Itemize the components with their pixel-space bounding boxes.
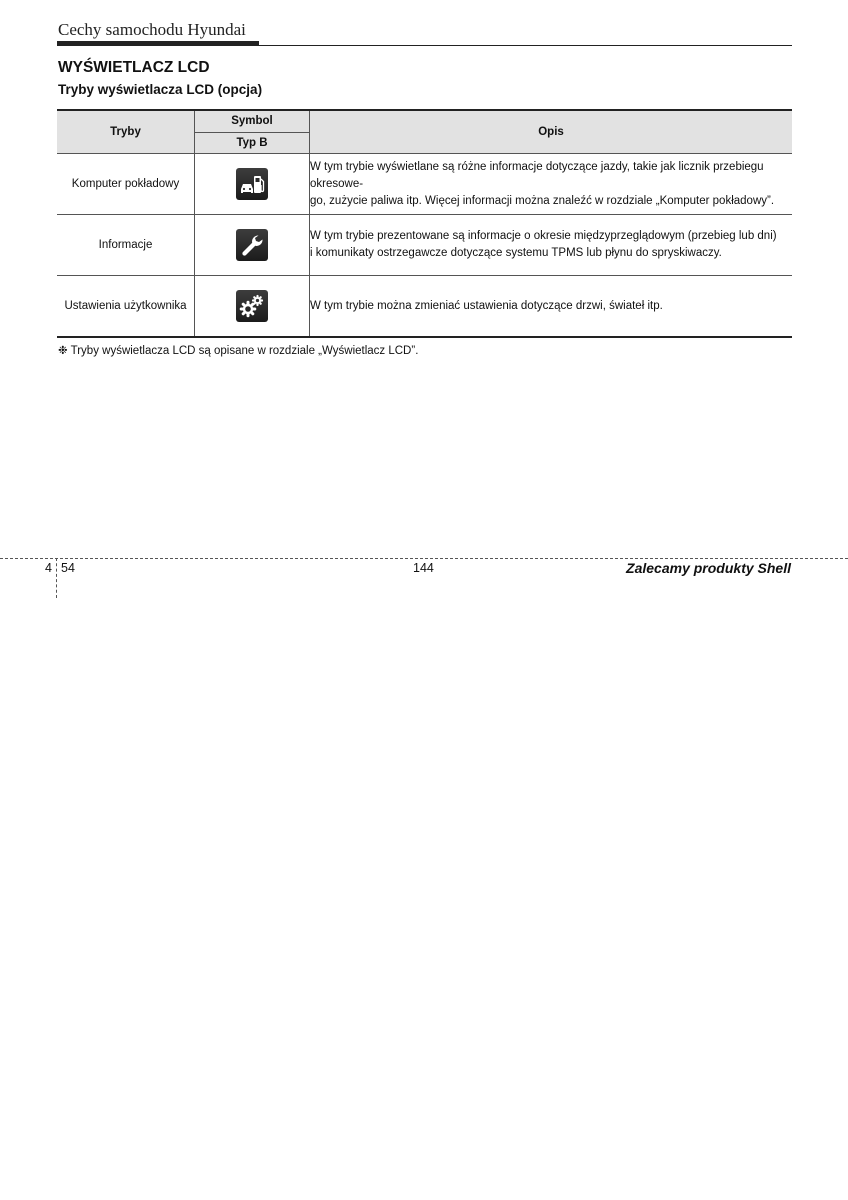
section-title: WYŚWIETLACZ LCD — [58, 59, 210, 76]
table-header-row — [57, 110, 792, 132]
symbol-cell — [195, 276, 310, 338]
pdf-page-number: 144 — [413, 561, 434, 575]
footer-vertical-divider — [56, 558, 57, 598]
mode-name: Ustawienia użytkownika — [57, 276, 195, 338]
gears-icon — [236, 290, 268, 322]
description-line: W tym trybie prezentowane są informacje o okresie międzyprzeglądowym (przebieg lub dni) — [310, 230, 777, 242]
lcd-modes-table — [57, 109, 792, 338]
table-row — [57, 215, 792, 276]
description-line: W tym trybie wyświetlane są różne informacje dotyczące jazdy, takie jak licznik przebiegu okresowe- — [310, 160, 764, 190]
description-line: W tym trybie można zmieniać ustawienia dotyczące drzwi, świateł itp. — [310, 299, 663, 312]
header-rule — [57, 45, 792, 46]
header-symbol: Symbol — [195, 110, 310, 132]
symbol-cell — [195, 154, 310, 215]
footer-brand-text: Zalecamy produkty Shell — [626, 560, 791, 576]
subsection-title: Tryby wyświetlacza LCD (opcja) — [58, 82, 263, 97]
mode-description — [310, 215, 793, 276]
mode-description — [310, 154, 793, 215]
chapter-number: 4 — [45, 561, 52, 575]
description-line: i komunikaty ostrzegawcze dotyczące systemu TPMS lub płynu do spryskiwaczy. — [310, 247, 722, 259]
mode-description — [310, 276, 793, 338]
mode-name: Informacje — [57, 215, 195, 276]
header-description: Opis — [310, 110, 793, 154]
description-line: go, zużycie paliwa itp. Więcej informacji można znaleźć w rozdziale „Komputer pokładowy”. — [310, 194, 775, 207]
trip-computer-icon — [236, 168, 268, 200]
header-type-b: Typ B — [195, 132, 310, 153]
page-number: 54 — [61, 561, 75, 575]
footnote: ❉ Tryby wyświetlacza LCD są opisane w rozdziale „Wyświetlacz LCD”. — [58, 345, 419, 357]
mode-name: Komputer pokładowy — [57, 154, 195, 215]
wrench-icon — [236, 229, 268, 261]
symbol-cell — [195, 215, 310, 276]
running-header: Cechy samochodu Hyundai — [58, 20, 246, 39]
header-modes: Tryby — [57, 110, 195, 154]
table-row — [57, 276, 792, 338]
footer-divider — [0, 558, 848, 559]
table-row — [57, 154, 792, 215]
